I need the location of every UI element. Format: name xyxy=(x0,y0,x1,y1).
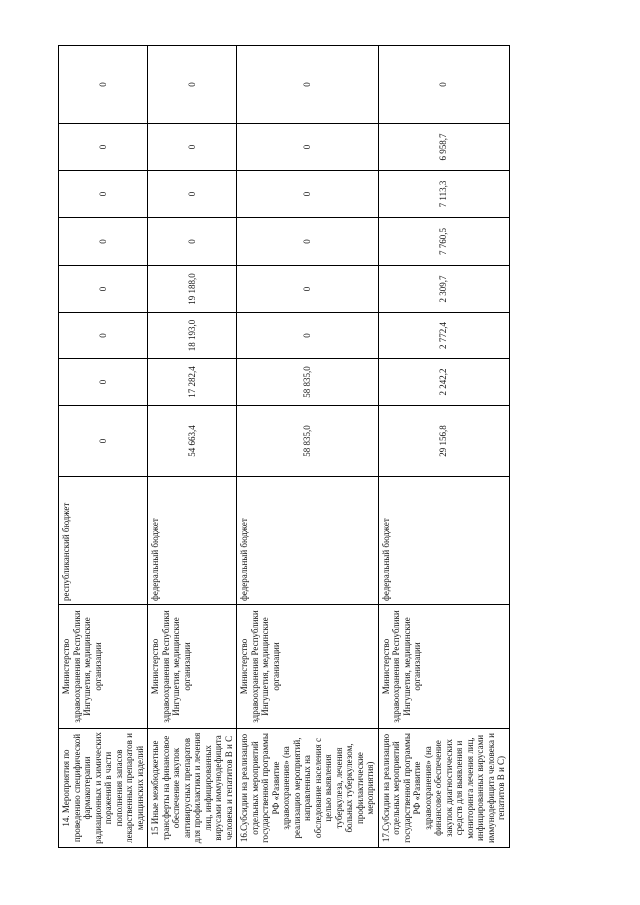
value-cell: 0 xyxy=(378,46,509,124)
funding-source-cell: федеральный бюджет xyxy=(148,477,237,605)
value-cell-total: 29 156,8 xyxy=(378,406,509,477)
value-cell-total: 0 xyxy=(59,406,148,477)
value-cell: 0 xyxy=(237,171,379,218)
value-cell-total: 58 835,0 xyxy=(237,406,379,477)
table-row xyxy=(59,46,148,848)
value-cell: 17 282,4 xyxy=(148,359,237,406)
value-cell: 0 xyxy=(59,46,148,124)
value-cell: 0 xyxy=(237,46,379,124)
value-cell: 18 193,0 xyxy=(148,313,237,359)
value-cell: 2 772,4 xyxy=(378,313,509,359)
value-cell: 0 xyxy=(237,313,379,359)
measure-name-cell: 15 Иные межбюджетные трансферты на финансовое обеспечение закупок антивирусных препаратов для профилактики и лечения лиц, инфицированных вирусами иммунодефицита человека и гепатитов В и С xyxy=(148,729,237,848)
rotated-table-wrapper xyxy=(58,46,506,848)
value-cell: 2 242,2 xyxy=(378,359,509,406)
value-cell: 0 xyxy=(148,171,237,218)
executor-cell: Министерство здравоохранения Республики Ингушетия, медицинские организации xyxy=(237,605,379,729)
executor-cell: Министерство здравоохранения Республики Ингушетия, медицинские организации xyxy=(378,605,509,729)
value-cell: 0 xyxy=(148,46,237,124)
value-cell: 0 xyxy=(148,124,237,171)
value-cell: 7 760,5 xyxy=(378,218,509,266)
value-cell: 0 xyxy=(237,266,379,313)
value-cell: 6 958,7 xyxy=(378,124,509,171)
funding-source-cell: федеральный бюджет xyxy=(237,477,379,605)
value-cell: 0 xyxy=(59,218,148,266)
table-row xyxy=(237,46,379,848)
executor-cell: Министерство здравоохранения Республики Ингушетия, медицинские организации xyxy=(59,605,148,729)
value-cell: 0 xyxy=(59,124,148,171)
value-cell: 0 xyxy=(237,124,379,171)
value-cell: 58 835,0 xyxy=(237,359,379,406)
table-row xyxy=(378,46,509,848)
table-row xyxy=(148,46,237,848)
executor-cell: Министерство здравоохранения Республики Ингушетия, медицинские организации xyxy=(148,605,237,729)
value-cell: 0 xyxy=(59,313,148,359)
funding-source-cell: федеральный бюджет xyxy=(378,477,509,605)
value-cell: 0 xyxy=(237,218,379,266)
value-cell: 2 309,7 xyxy=(378,266,509,313)
measure-name-cell: 17.Субсидии на реализацию отдельных мероприятий государственной программы РФ «Развитие здравоохранения» (на финансовое обеспечение закупок диагностических средств для выявления и мониторинга лечения лиц, инфицированных вирусами иммунодефицита человека и гепатитов В и С) xyxy=(378,729,509,848)
measure-name-cell: 14. Мероприятия по проведению специфической фармакотерапии радиационных и химических поражений в части пополнения запасов лекарственных препаратов и медицинских изделий xyxy=(59,729,148,848)
funding-source-cell: республиканский бюджет xyxy=(59,477,148,605)
program-measures-table xyxy=(58,45,510,848)
value-cell: 0 xyxy=(59,266,148,313)
value-cell: 0 xyxy=(59,359,148,406)
value-cell: 0 xyxy=(59,171,148,218)
value-cell: 0 xyxy=(148,218,237,266)
value-cell-total: 54 663,4 xyxy=(148,406,237,477)
measure-name-cell: 16.Субсидии на реализацию отдельных мероприятий государственной программы РФ «Развитие здравоохранения» (на реализацию мероприятий, направленных на обследование населения с целью выявления туберкулеза, лечения больных туберкулезом, профилактические мероприятия) xyxy=(237,729,379,848)
value-cell: 19 188,0 xyxy=(148,266,237,313)
value-cell: 7 113,3 xyxy=(378,171,509,218)
